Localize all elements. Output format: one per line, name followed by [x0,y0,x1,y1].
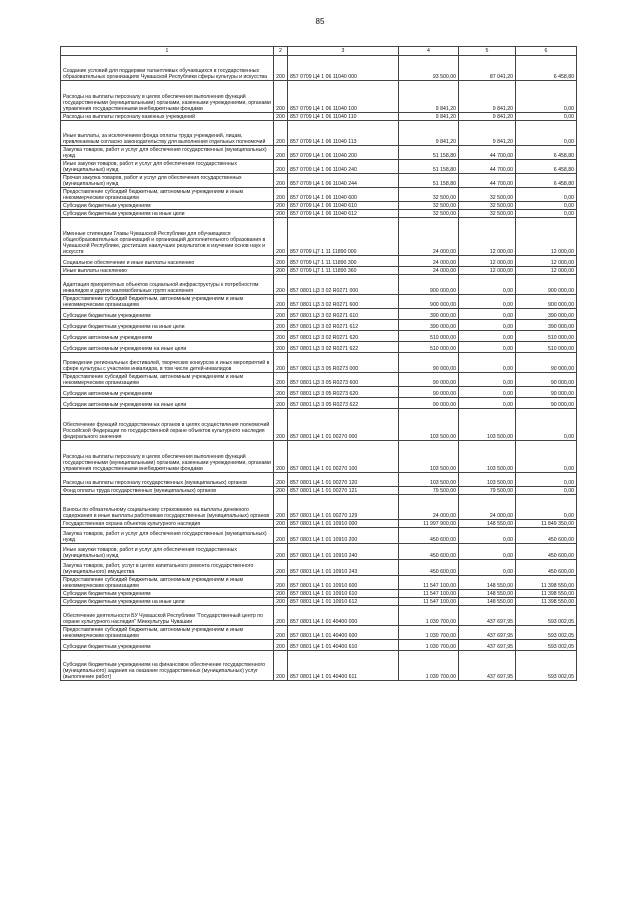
table-row [61,576,577,590]
row-executed-amount-cell: 87 041,20 [459,56,516,81]
row-remaining-amount-cell: 11 398 550,00 [516,598,577,606]
row-code-cell: 200 [274,309,288,320]
row-classification-cell: 857 0709 Ц4 1 06 11040 600 [288,188,399,202]
row-code-cell: 200 [274,331,288,342]
row-name-cell: Субсидии бюджетным учреждениям [61,309,274,320]
row-code-cell: 200 [274,146,288,160]
row-executed-amount-cell: 437 697,95 [459,640,516,651]
row-classification-cell: 857 0801 Ц3 3 05 R0273 600 [288,373,399,387]
row-remaining-amount-cell: 0,00 [516,188,577,202]
row-code-cell: 200 [274,202,288,210]
row-remaining-amount-cell: 6 458,80 [516,174,577,188]
row-remaining-amount-cell: 593 002,05 [516,626,577,640]
table-row [61,81,577,113]
row-approved-amount-cell: 24 000,00 [399,267,459,275]
row-approved-amount-cell: 900 000,00 [399,295,459,309]
row-approved-amount-cell: 103 500,00 [399,409,459,441]
row-executed-amount-cell: 9 841,20 [459,81,516,113]
table-row [61,590,577,598]
row-approved-amount-cell: 90 000,00 [399,373,459,387]
row-approved-amount-cell: 90 000,00 [399,387,459,398]
row-classification-cell: 857 0709 Ц4 1 06 11040 610 [288,202,399,210]
row-classification-cell: 857 0801 Ц3 3 02 R0271 000 [288,275,399,295]
row-executed-amount-cell: 103 500,00 [459,409,516,441]
row-classification-cell: 857 0801 Ц3 3 05 R0273 620 [288,387,399,398]
row-executed-amount-cell: 437 697,95 [459,626,516,640]
row-code-cell: 200 [274,544,288,560]
row-remaining-amount-cell: 593 002,05 [516,651,577,681]
column-header: 6 [516,47,577,56]
row-classification-cell: 857 0709 Ц4 1 06 11040 113 [288,121,399,146]
table-row [61,398,577,409]
row-remaining-amount-cell: 0,00 [516,113,577,121]
row-executed-amount-cell: 0,00 [459,309,516,320]
row-remaining-amount-cell: 0,00 [516,441,577,473]
row-name-cell: Субсидии бюджетным учреждениям [61,202,274,210]
row-approved-amount-cell: 9 841,20 [399,113,459,121]
row-approved-amount-cell: 103 500,00 [399,441,459,473]
row-remaining-amount-cell: 90 000,00 [516,373,577,387]
row-executed-amount-cell: 0,00 [459,387,516,398]
table-row [61,560,577,576]
table-row [61,188,577,202]
table-row [61,342,577,353]
row-name-cell: Взносы по обязательному социальному страхованию на выплаты денежного содержания и иные выплаты работникам государственных (муниципальных) органов [61,495,274,520]
row-executed-amount-cell: 0,00 [459,353,516,373]
row-code-cell: 200 [274,353,288,373]
row-classification-cell: 857 0801 Ц4 1 01 40400 600 [288,626,399,640]
row-remaining-amount-cell: 12 000,00 [516,267,577,275]
row-remaining-amount-cell: 450 600,00 [516,528,577,544]
row-remaining-amount-cell: 0,00 [516,473,577,487]
row-code-cell: 200 [274,174,288,188]
row-code-cell: 200 [274,640,288,651]
row-remaining-amount-cell: 90 000,00 [516,387,577,398]
column-header: 4 [399,47,459,56]
row-classification-cell: 857 0801 Ц4 1 01 40400 610 [288,640,399,651]
row-code-cell: 200 [274,342,288,353]
row-executed-amount-cell: 79 500,00 [459,487,516,495]
row-remaining-amount-cell: 0,00 [516,210,577,218]
row-name-cell: Проведение региональных фестивалей, творческих конкурсов и иных мероприятий в сфере культуры с участием инвалидов, в том числе детей-инвалидов [61,353,274,373]
row-name-cell: Предоставление субсидий бюджетным, автономным учреждениям и иным некоммерческим организациям [61,576,274,590]
row-code-cell: 200 [274,590,288,598]
row-classification-cell: 857 0709 Ц4 1 06 11040 110 [288,113,399,121]
row-code-cell: 200 [274,295,288,309]
row-approved-amount-cell: 11 547 100,00 [399,576,459,590]
row-approved-amount-cell: 24 000,00 [399,495,459,520]
row-executed-amount-cell: 0,00 [459,275,516,295]
row-name-cell: Субсидии бюджетным учреждениям на иные цели [61,320,274,331]
row-approved-amount-cell: 90 000,00 [399,353,459,373]
row-name-cell: Закупка товаров, работ и услуг для обеспечения государственных (муниципальных) нужд [61,146,274,160]
row-name-cell: Предоставление субсидий бюджетным, автономным учреждениям и иным некоммерческим организациям [61,373,274,387]
row-classification-cell: 857 0801 Ц3 3 02 R0271 610 [288,309,399,320]
table-row [61,160,577,174]
row-executed-amount-cell: 0,00 [459,528,516,544]
row-classification-cell: 857 0709 Ц4 1 06 11040 000 [288,56,399,81]
row-classification-cell: 857 0801 Ц4 1 01 10910 612 [288,598,399,606]
row-executed-amount-cell: 32 500,00 [459,188,516,202]
row-code-cell: 200 [274,218,288,256]
row-executed-amount-cell: 148 550,00 [459,520,516,528]
row-approved-amount-cell: 51 158,80 [399,174,459,188]
row-name-cell: Иные выплаты, за исключением фонда оплаты труда учреждений, лицам, привлекаемым согласно законодательству для выполнения отдельных полномочий [61,121,274,146]
budget-execution-table [60,46,577,681]
row-executed-amount-cell: 32 500,00 [459,202,516,210]
row-remaining-amount-cell: 6 458,80 [516,146,577,160]
table-row [61,387,577,398]
row-code-cell: 200 [274,160,288,174]
row-remaining-amount-cell: 90 000,00 [516,398,577,409]
row-executed-amount-cell: 0,00 [459,331,516,342]
row-classification-cell: 857 0801 Ц4 1 01 00270 129 [288,495,399,520]
table-row [61,146,577,160]
table-row [61,598,577,606]
row-remaining-amount-cell: 0,00 [516,487,577,495]
row-remaining-amount-cell: 6 458,80 [516,160,577,174]
row-code-cell: 200 [274,256,288,267]
row-remaining-amount-cell: 11 398 550,00 [516,590,577,598]
row-name-cell: Обеспечение функций государственных органов в целях осуществления полномочий Российской Федерации по государственной охране объектов культурного наследия федерального значения [61,409,274,441]
row-name-cell: Обеспечение деятельности БУ Чувашской Республики "Государственный центр по охране культурного наследия" Минкультуры Чувашии [61,606,274,626]
row-name-cell: Именные стипендии Главы Чувашской Республики для обучающихся общеобразовательных организаций и организаций дополнительного образования в Чувашской Республике, достигших наилучших результатов в изучении основ наук и искусств [61,218,274,256]
table-header-row [61,47,577,56]
row-approved-amount-cell: 11 547 100,00 [399,590,459,598]
column-header: 5 [459,47,516,56]
row-remaining-amount-cell: 510 000,00 [516,342,577,353]
row-executed-amount-cell: 0,00 [459,342,516,353]
table-row [61,528,577,544]
row-classification-cell: 857 0709 Ц7 1 11 11890 360 [288,267,399,275]
row-code-cell: 200 [274,210,288,218]
row-executed-amount-cell: 44 700,00 [459,174,516,188]
row-executed-amount-cell: 0,00 [459,373,516,387]
row-remaining-amount-cell: 593 002,05 [516,606,577,626]
row-name-cell: Иные закупки товаров, работ и услуг для обеспечения государственных (муниципальных) нужд [61,160,274,174]
row-classification-cell: 857 0801 Ц4 1 01 10910 243 [288,560,399,576]
table-row [61,606,577,626]
row-executed-amount-cell: 148 550,00 [459,590,516,598]
table-row [61,267,577,275]
row-approved-amount-cell: 51 158,80 [399,160,459,174]
row-executed-amount-cell: 0,00 [459,544,516,560]
row-classification-cell: 857 0801 Ц4 1 01 10910 610 [288,590,399,598]
row-approved-amount-cell: 450 600,00 [399,560,459,576]
row-approved-amount-cell: 79 500,00 [399,487,459,495]
row-approved-amount-cell: 1 030 700,00 [399,651,459,681]
row-executed-amount-cell: 24 000,00 [459,495,516,520]
row-code-cell: 200 [274,373,288,387]
row-approved-amount-cell: 93 500,00 [399,56,459,81]
row-approved-amount-cell: 450 600,00 [399,528,459,544]
row-name-cell: Субсидии бюджетным учреждениям [61,590,274,598]
table-row [61,651,577,681]
row-remaining-amount-cell: 900 000,00 [516,275,577,295]
row-executed-amount-cell: 103 500,00 [459,441,516,473]
row-name-cell: Расходы на выплаты персоналу государственных (муниципальных) органов [61,473,274,487]
row-name-cell: Предоставление субсидий бюджетным, автономным учреждениям и иным некоммерческим организациям [61,188,274,202]
row-approved-amount-cell: 11 997 900,00 [399,520,459,528]
row-classification-cell: 857 0709 Ц4 1 06 11040 240 [288,160,399,174]
row-code-cell: 200 [274,387,288,398]
row-code-cell: 200 [274,487,288,495]
row-name-cell: Расходы на выплаты персоналу в целях обеспечения выполнения функций государственными (муниципальными) органами, казенными учреждениями, органами управления государственными внебюджетными фондами [61,441,274,473]
row-remaining-amount-cell: 900 000,00 [516,295,577,309]
row-classification-cell: 857 0709 Ц4 1 06 11040 100 [288,81,399,113]
row-classification-cell: 857 0801 Ц4 1 01 10910 600 [288,576,399,590]
row-remaining-amount-cell: 390 000,00 [516,320,577,331]
row-classification-cell: 857 0801 Ц4 1 01 10910 240 [288,544,399,560]
row-name-cell: Создание условий для поддержки талантливых обучающихся в государственных образовательных организациях Чувашской Республики сферы культуры и искусства [61,56,274,81]
table-row [61,202,577,210]
row-code-cell: 200 [274,606,288,626]
row-code-cell: 200 [274,626,288,640]
row-approved-amount-cell: 51 158,80 [399,146,459,160]
row-approved-amount-cell: 900 000,00 [399,275,459,295]
row-classification-cell: 857 0801 Ц3 3 02 R0271 600 [288,295,399,309]
row-remaining-amount-cell: 0,00 [516,495,577,520]
row-code-cell: 200 [274,441,288,473]
row-classification-cell: 857 0801 Ц4 1 01 10910 200 [288,528,399,544]
row-code-cell: 200 [274,121,288,146]
row-name-cell: Иные закупки товаров, работ и услуг для обеспечения государственных (муниципальных) нужд [61,544,274,560]
row-executed-amount-cell: 32 500,00 [459,210,516,218]
row-approved-amount-cell: 24 000,00 [399,256,459,267]
column-header: 1 [61,47,274,56]
table-row [61,275,577,295]
row-code-cell: 200 [274,409,288,441]
page-number: 85 [315,17,325,26]
row-remaining-amount-cell: 390 000,00 [516,309,577,320]
row-approved-amount-cell: 510 000,00 [399,331,459,342]
row-classification-cell: 857 0801 Ц4 1 01 40400 611 [288,651,399,681]
table-row [61,113,577,121]
row-name-cell: Субсидии автономным учреждениям [61,387,274,398]
table-row [61,441,577,473]
row-classification-cell: 857 0709 Ц7 1 11 11890 000 [288,218,399,256]
row-approved-amount-cell: 32 500,00 [399,210,459,218]
row-classification-cell: 857 0801 Ц4 1 01 00270 121 [288,487,399,495]
table-row [61,487,577,495]
column-header: 2 [274,47,288,56]
row-name-cell: Фонд оплаты труда государственных (муниципальных) органов [61,487,274,495]
row-classification-cell: 857 0801 Ц3 3 05 R0273 622 [288,398,399,409]
row-executed-amount-cell: 0,00 [459,320,516,331]
row-approved-amount-cell: 24 000,00 [399,218,459,256]
table-row [61,331,577,342]
row-approved-amount-cell: 1 030 700,00 [399,640,459,651]
row-remaining-amount-cell: 90 000,00 [516,353,577,373]
table-row [61,121,577,146]
row-remaining-amount-cell: 450 600,00 [516,544,577,560]
row-approved-amount-cell: 390 000,00 [399,309,459,320]
row-classification-cell: 857 0709 Ц4 1 06 11040 612 [288,210,399,218]
row-code-cell: 200 [274,473,288,487]
row-remaining-amount-cell: 0,00 [516,409,577,441]
row-executed-amount-cell: 12 000,00 [459,267,516,275]
table-body [61,56,577,681]
row-executed-amount-cell: 0,00 [459,560,516,576]
row-code-cell: 200 [274,528,288,544]
row-approved-amount-cell: 9 841,20 [399,81,459,113]
row-remaining-amount-cell: 12 000,00 [516,256,577,267]
row-name-cell: Расходы на выплаты персоналу в целях обеспечения выполнения функций государственными (муниципальными) органами, казенными учреждениями, органами управления государственными внебюджетными фондами [61,81,274,113]
row-classification-cell: 857 0801 Ц3 3 02 R0271 612 [288,320,399,331]
row-code-cell: 200 [274,495,288,520]
row-name-cell: Субсидии бюджетным учреждениям на иные цели [61,598,274,606]
table-row [61,295,577,309]
row-code-cell: 200 [274,56,288,81]
row-approved-amount-cell: 32 500,00 [399,188,459,202]
table-row [61,174,577,188]
row-name-cell: Прочая закупка товаров, работ и услуг для обеспечения государственных (муниципальных) нужд [61,174,274,188]
row-name-cell: Закупка товаров, работ, услуг в целях капитального ремонта государственного (муниципального) имущества [61,560,274,576]
row-remaining-amount-cell: 450 600,00 [516,560,577,576]
table-row [61,544,577,560]
row-classification-cell: 857 0801 Ц4 1 01 10910 000 [288,520,399,528]
row-name-cell: Субсидии бюджетным учреждениям на иные цели [61,210,274,218]
table-row [61,373,577,387]
row-code-cell: 200 [274,398,288,409]
row-name-cell: Предоставление субсидий бюджетным, автономным учреждениям и иным некоммерческим организациям [61,295,274,309]
table-row [61,409,577,441]
row-classification-cell: 857 0801 Ц4 1 01 00270 120 [288,473,399,487]
row-code-cell: 200 [274,560,288,576]
row-name-cell: Закупка товаров, работ и услуг для обеспечения государственных (муниципальных) нужд [61,528,274,544]
row-code-cell: 200 [274,81,288,113]
row-approved-amount-cell: 510 000,00 [399,342,459,353]
row-code-cell: 200 [274,520,288,528]
row-remaining-amount-cell: 0,00 [516,121,577,146]
row-name-cell: Субсидии автономным учреждениям на иные цели [61,342,274,353]
row-classification-cell: 857 0801 Ц3 3 05 R0273 000 [288,353,399,373]
row-remaining-amount-cell: 11 398 550,00 [516,576,577,590]
row-code-cell: 200 [274,651,288,681]
table-row [61,640,577,651]
row-code-cell: 200 [274,598,288,606]
row-executed-amount-cell: 12 000,00 [459,256,516,267]
row-approved-amount-cell: 390 000,00 [399,320,459,331]
row-approved-amount-cell: 1 030 700,00 [399,606,459,626]
row-name-cell: Субсидии автономным учреждениям на иные цели [61,398,274,409]
row-code-cell: 200 [274,576,288,590]
row-classification-cell: 857 0801 Ц3 3 02 R0271 622 [288,342,399,353]
row-code-cell: 200 [274,113,288,121]
row-name-cell: Субсидии автономным учреждениям [61,331,274,342]
row-executed-amount-cell: 148 550,00 [459,598,516,606]
row-approved-amount-cell: 32 500,00 [399,202,459,210]
row-classification-cell: 857 0801 Ц4 1 01 00270 100 [288,441,399,473]
row-classification-cell: 857 0709 Ц4 1 06 11040 244 [288,174,399,188]
row-executed-amount-cell: 0,00 [459,398,516,409]
row-name-cell: Субсидии бюджетным учреждениям [61,640,274,651]
row-executed-amount-cell: 44 700,00 [459,160,516,174]
row-remaining-amount-cell: 6 458,80 [516,56,577,81]
table-row [61,495,577,520]
row-executed-amount-cell: 437 697,95 [459,651,516,681]
table-row [61,256,577,267]
row-code-cell: 200 [274,275,288,295]
row-executed-amount-cell: 148 550,00 [459,576,516,590]
row-classification-cell: 857 0709 Ц7 1 11 11890 300 [288,256,399,267]
row-name-cell: Социальное обеспечение и иные выплаты населению [61,256,274,267]
table-row [61,473,577,487]
row-executed-amount-cell: 44 700,00 [459,146,516,160]
row-remaining-amount-cell: 0,00 [516,81,577,113]
row-name-cell: Адаптация приоритетных объектов социальной инфраструктуры к потребностям инвалидов и других маломобильных групп населения [61,275,274,295]
table-row [61,320,577,331]
row-approved-amount-cell: 9 841,20 [399,121,459,146]
row-approved-amount-cell: 103 500,00 [399,473,459,487]
row-name-cell: Иные выплаты населению [61,267,274,275]
table-row [61,56,577,81]
row-executed-amount-cell: 9 841,20 [459,121,516,146]
table-row [61,210,577,218]
row-code-cell: 200 [274,188,288,202]
row-remaining-amount-cell: 593 002,05 [516,640,577,651]
row-remaining-amount-cell: 0,00 [516,202,577,210]
table-row [61,309,577,320]
column-header: 3 [288,47,399,56]
row-executed-amount-cell: 12 000,00 [459,218,516,256]
table-row [61,353,577,373]
row-name-cell: Субсидии бюджетным учреждениям на финансовое обеспечение государственного (муниципального) задания на оказание государственных (муниципальных) услуг (выполнение работ) [61,651,274,681]
row-name-cell: Государственная охрана объектов культурного наследия [61,520,274,528]
table-row [61,218,577,256]
row-remaining-amount-cell: 11 849 350,00 [516,520,577,528]
row-code-cell: 200 [274,320,288,331]
row-approved-amount-cell: 11 547 100,00 [399,598,459,606]
row-executed-amount-cell: 103 500,00 [459,473,516,487]
row-approved-amount-cell: 90 000,00 [399,398,459,409]
row-classification-cell: 857 0801 Ц4 1 01 00270 000 [288,409,399,441]
row-name-cell: Расходы на выплаты персоналу казенных учреждений [61,113,274,121]
row-remaining-amount-cell: 12 000,00 [516,218,577,256]
row-code-cell: 200 [274,267,288,275]
row-classification-cell: 857 0801 Ц3 3 02 R0271 620 [288,331,399,342]
row-classification-cell: 857 0801 Ц4 1 01 40400 000 [288,606,399,626]
row-remaining-amount-cell: 510 000,00 [516,331,577,342]
row-approved-amount-cell: 450 600,00 [399,544,459,560]
row-executed-amount-cell: 9 841,20 [459,113,516,121]
row-name-cell: Предоставление субсидий бюджетным, автономным учреждениям и иным некоммерческим организациям [61,626,274,640]
row-executed-amount-cell: 0,00 [459,295,516,309]
table-row [61,626,577,640]
table-row [61,520,577,528]
row-executed-amount-cell: 437 697,95 [459,606,516,626]
row-classification-cell: 857 0709 Ц4 1 06 11040 200 [288,146,399,160]
row-approved-amount-cell: 1 030 700,00 [399,626,459,640]
